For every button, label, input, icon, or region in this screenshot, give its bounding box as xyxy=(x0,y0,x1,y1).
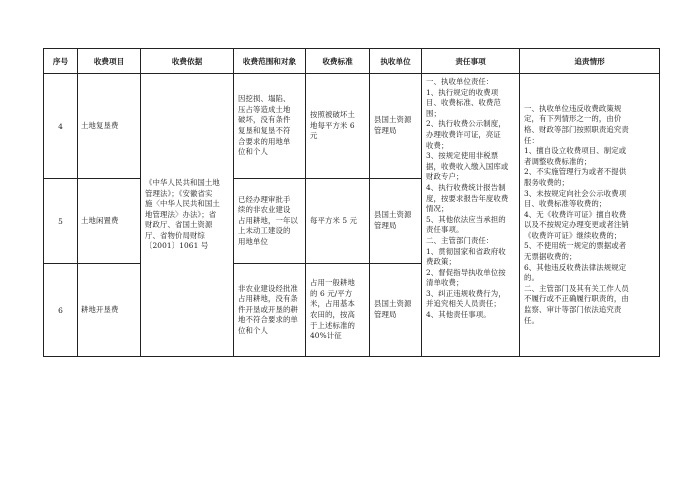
text-line: 者调整收费标准的； xyxy=(524,156,592,166)
text-line: 以及不按规定办理变更或者注销 xyxy=(524,220,629,230)
text-line: 1、执行规定的收费项 xyxy=(426,87,499,97)
header-standard: 收费标准 xyxy=(306,49,370,74)
text-line: 占用耕地，一年以 xyxy=(238,215,298,225)
row-number: 5 xyxy=(44,179,78,264)
standard-text xyxy=(310,110,365,142)
header-scope: 收费范围和对象 xyxy=(234,49,306,74)
accountability-cell xyxy=(520,74,660,357)
text-line: 农田的，按高 xyxy=(310,310,355,319)
text-line: 无票据收费的； xyxy=(524,252,577,262)
text-line: 收费； xyxy=(426,140,449,150)
text-line: 管理法》；《安徽省实 xyxy=(145,188,213,198)
text-line: 县国土资源 xyxy=(374,299,412,309)
text-line: 破坏，没有条件 xyxy=(238,115,291,125)
text-line: 按照被破坏土 xyxy=(310,110,355,120)
text-line: 费政策； xyxy=(426,257,456,267)
header-item: 收费项目 xyxy=(78,49,141,74)
fee-item: 耕地开垦费 xyxy=(78,264,141,357)
text-line: 服务收费的； xyxy=(524,177,569,187)
text-line: 并追究相关人员责任； xyxy=(426,299,501,309)
scope-text xyxy=(238,284,301,337)
collecting-unit xyxy=(370,74,422,179)
text-line: 2、执行收费公示制度， xyxy=(426,119,506,129)
text-line: 每平方米 5 元 xyxy=(310,215,358,225)
text-line: 占用耕地，没有条 xyxy=(238,294,298,304)
text-line: 1、擅自设立收费项目、制定或 xyxy=(524,146,627,156)
collecting-unit xyxy=(370,264,422,357)
fee-table xyxy=(43,48,660,357)
text-line: 6、其他违反收费法律法规规定 xyxy=(524,262,627,272)
fee-standard xyxy=(306,74,370,179)
text-line: 占用一般耕地 xyxy=(310,278,355,288)
text-line: 县国土资源 xyxy=(374,210,412,220)
row-number: 6 xyxy=(44,264,78,357)
text-line: 用地单位 xyxy=(238,236,268,246)
unit-text xyxy=(374,210,417,231)
row-number: 4 xyxy=(44,74,78,179)
text-line: 管理局 xyxy=(374,221,397,230)
text-line: 4、无《收费许可证》擅自收费 xyxy=(524,209,627,219)
text-line: 4、其他责任事项。 xyxy=(426,310,491,320)
fee-scope xyxy=(234,264,306,357)
text-line: 办理收费许可证，亮证 xyxy=(426,129,501,139)
text-line: 2、督促指导执收单位按 xyxy=(426,267,506,277)
text-line: 〔2001〕1061 号 xyxy=(145,241,209,251)
text-line: 一、执收单位违反收费政策规 xyxy=(524,103,622,113)
text-line: 情况； xyxy=(426,204,449,214)
text-line: 责任事项。 xyxy=(426,225,464,235)
text-line: 地管理法〉办法》；省 xyxy=(145,209,217,219)
text-line: 3、纠正违规收费行为， xyxy=(426,288,506,298)
text-line: 二、主管部门责任： xyxy=(426,235,494,245)
text-line: 的 6 元/平方 xyxy=(310,288,353,298)
duties-cell xyxy=(422,74,520,357)
text-line: 3、按规定使用非税票 xyxy=(426,151,499,161)
text-line: 元 xyxy=(310,131,318,141)
scope-text xyxy=(238,94,301,158)
text-line: 财政厅、省国土资源 xyxy=(145,220,213,230)
unit-text xyxy=(374,299,417,320)
text-line: 施〈中华人民共和国土 xyxy=(145,199,220,209)
text-line: 厅、省物价局财综 xyxy=(145,230,205,240)
fee-scope xyxy=(234,74,306,179)
text-line: 管理局 xyxy=(374,310,397,319)
header-unit: 执收单位 xyxy=(370,49,422,74)
header-basis: 收费依据 xyxy=(141,49,234,74)
header-duties: 责任事项 xyxy=(422,49,520,74)
text-line: 县国土资源 xyxy=(374,115,412,125)
text-line: 于上述标准的 xyxy=(310,320,355,330)
fee-item: 土地闲置费 xyxy=(78,179,141,264)
text-line: 目、收费标准、收费范 xyxy=(426,98,501,108)
text-line: 格、财政等部门按照职责追究责 xyxy=(524,124,629,134)
text-line: 的。 xyxy=(524,273,539,283)
text-line: 2、不实施管理行为或者不提供 xyxy=(524,167,627,177)
text-line: 因挖损、塌陷、 xyxy=(238,94,291,104)
header-accountability: 追责情形 xyxy=(520,49,660,74)
text-line: 5、不使用统一规定的票据或者 xyxy=(524,241,627,251)
header-no: 序号 xyxy=(44,49,78,74)
text-line: 米，占用基本 xyxy=(310,299,355,309)
text-line: 已经办理审批手 xyxy=(238,194,291,204)
text-line: 地不符合要求的单 xyxy=(238,315,298,325)
text-line: 件开垦或开垦的耕 xyxy=(238,304,298,314)
text-line: 围； xyxy=(426,108,441,118)
fee-scope xyxy=(234,179,306,264)
basis-text xyxy=(145,178,229,252)
fee-standard xyxy=(306,264,370,357)
text-line: 5、其他依法应当承担的 xyxy=(426,214,506,224)
unit-text xyxy=(374,115,417,136)
scope-text xyxy=(238,195,301,248)
collecting-unit xyxy=(370,179,422,264)
text-line: 清单收费； xyxy=(426,278,464,288)
text-line: 监察、审计等部门依法追究责 xyxy=(524,305,622,315)
text-line: 续的非农业建设 xyxy=(238,205,291,215)
text-line: 定，有下列情形之一的，由价 xyxy=(524,114,622,124)
text-line: 地每平方米 6 xyxy=(310,120,355,130)
text-line: 非农业建设经批准 xyxy=(238,283,298,293)
text-line: 合要求的用地单 xyxy=(238,136,291,146)
standard-text xyxy=(310,278,365,342)
text-line: 目、收费标准等收费的； xyxy=(524,199,607,209)
header-row xyxy=(44,49,660,74)
text-line: 上未动工建设的 xyxy=(238,226,291,236)
text-line: 复垦和复垦不符 xyxy=(238,126,291,135)
fee-item: 土地复垦费 xyxy=(78,74,141,179)
text-line: 位和个人 xyxy=(238,325,268,335)
text-line: 位和个人 xyxy=(238,147,268,157)
text-line: 度，按要求报告年度收费 xyxy=(426,193,509,203)
text-line: 不履行或不正确履行职责的，由 xyxy=(524,294,629,304)
text-line: 40%计征 xyxy=(310,331,342,341)
text-line: 《中华人民共和国土地 xyxy=(145,177,220,187)
standard-text xyxy=(310,216,365,227)
text-line: 4、执行收费统计报告制 xyxy=(426,182,506,192)
text-line: 管理局 xyxy=(374,126,397,135)
fee-standard xyxy=(306,179,370,264)
text-line: 压占等造成土地 xyxy=(238,104,291,114)
accountability-text xyxy=(524,104,655,326)
text-line: 《收费许可证》继续收费的； xyxy=(524,230,622,240)
duties-text xyxy=(426,77,515,321)
fee-basis xyxy=(141,74,234,357)
text-line: 一、执收单位责任： xyxy=(426,77,494,86)
text-line: 财政专户； xyxy=(426,172,464,182)
text-line: 任。 xyxy=(524,315,539,325)
text-line: 3、未按规定向社会公示收费项 xyxy=(524,188,627,198)
table-row xyxy=(44,74,660,179)
text-line: 二、主管部门及其有关工作人员 xyxy=(524,283,629,293)
text-line: 1、贯彻国家和省政府收 xyxy=(426,246,506,256)
text-line: 据，收费收入缴入国库或 xyxy=(426,161,509,171)
text-line: 任： xyxy=(524,135,539,145)
